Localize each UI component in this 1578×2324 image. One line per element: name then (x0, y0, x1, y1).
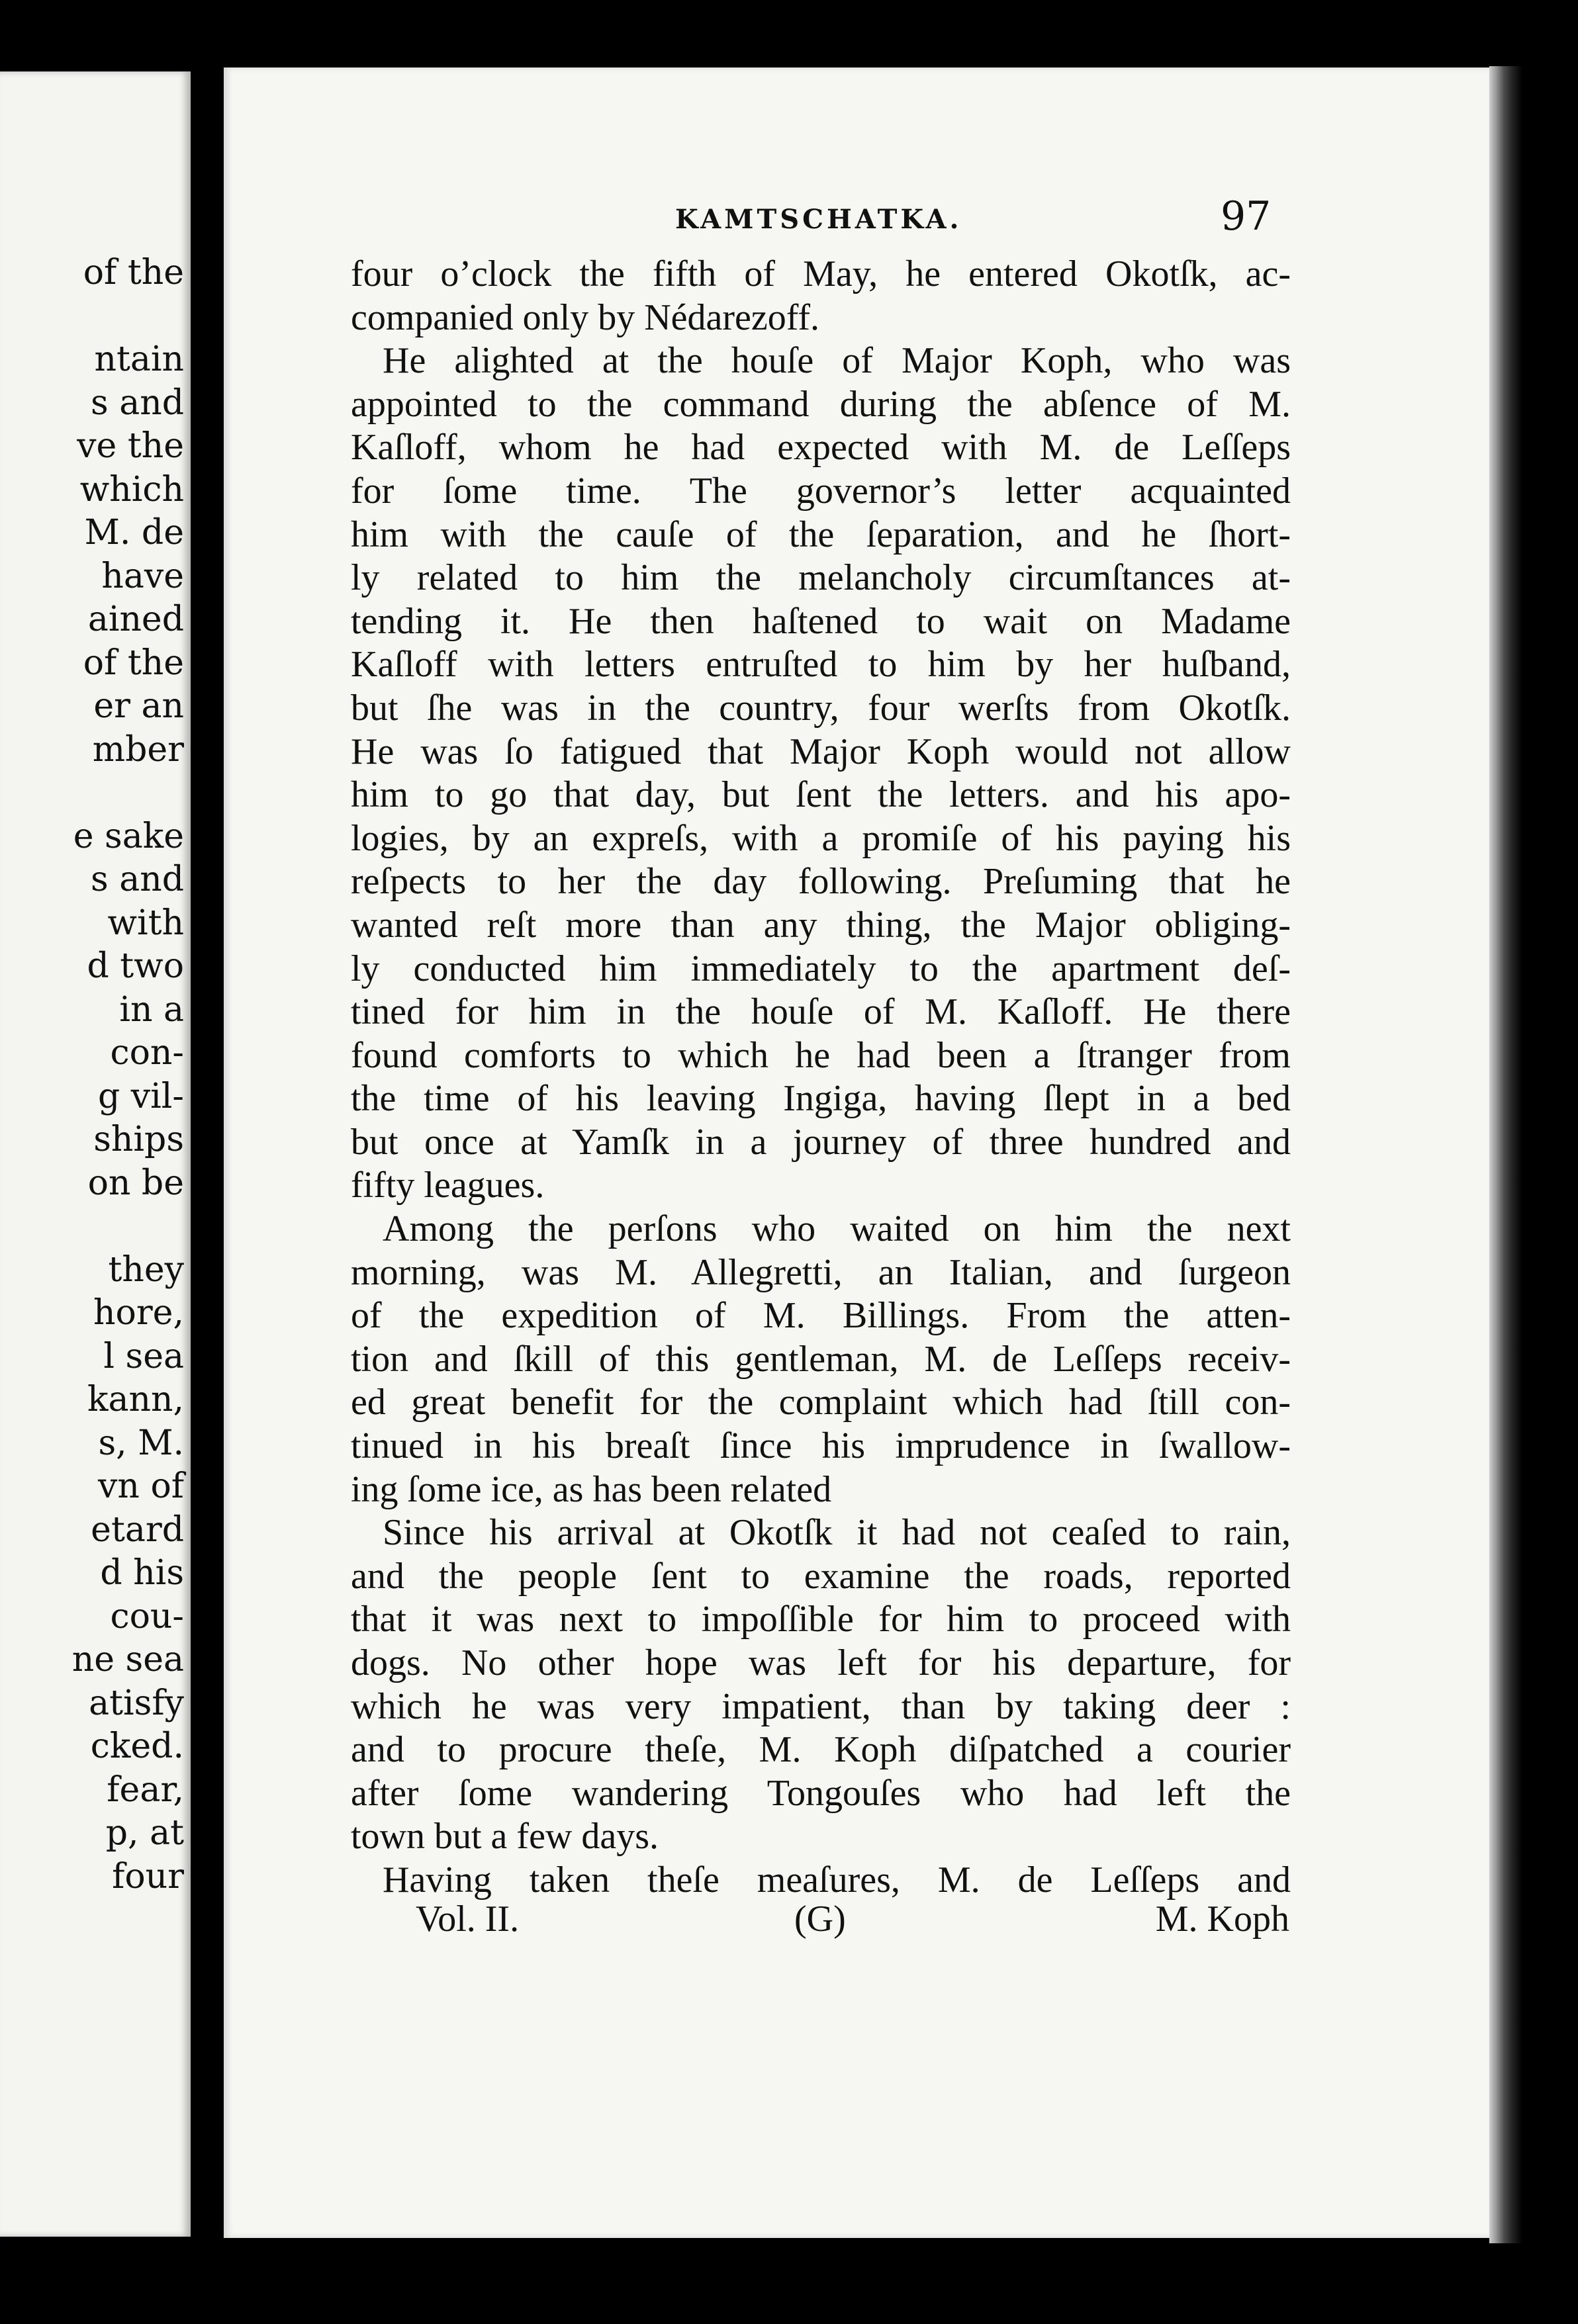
left-page-line: mber (92, 729, 184, 770)
running-head: KAMTSCHATKA. (675, 204, 962, 235)
left-page-line (0, 1205, 188, 1249)
page-edge-shadow (1489, 66, 1522, 2243)
left-page-line: con- (110, 1033, 184, 1073)
left-page-line: ships (93, 1120, 184, 1159)
left-page-line: atisfy (89, 1683, 184, 1723)
text-line: tinued in his breaſt ſince his imprudence in ſwallow- (351, 1425, 1291, 1467)
left-page-line: p, at (105, 1813, 184, 1853)
left-page-line: with (107, 903, 184, 943)
left-page-line: cou- (110, 1596, 184, 1636)
text-line: him with the cauſe of the ſeparation, and he ſhort- (351, 514, 1291, 555)
text-line: He alighted at the houſe of Major Koph, who was (383, 340, 1291, 382)
left-page-line: have (101, 556, 184, 596)
left-page-line: ne sea (71, 1640, 184, 1679)
text-line: ly related to him the melancholy circumſtances at- (351, 557, 1291, 599)
left-page-line: which (79, 469, 184, 510)
text-line: tending it. He then haſtened to wait on Madame (351, 600, 1291, 642)
text-line: him to go that day, but ſent the letters. and his apo- (351, 774, 1291, 816)
text-line: fifty leagues. (351, 1165, 545, 1206)
left-page-line: er an (93, 686, 184, 726)
left-page-line: in a (119, 989, 184, 1030)
left-page-line: vn of (98, 1466, 184, 1506)
text-line: ed great benefit for the complaint which had ſtill con- (351, 1382, 1291, 1423)
text-line: which he was very impatient, than by taking deer : (351, 1685, 1291, 1727)
text-line: reſpects to her the day following. Preſuming that he (351, 861, 1291, 903)
text-line: Kaſloff with letters entruſted to him by her huſband, (351, 644, 1291, 686)
text-line: wanted reſt more than any thing, the Major obliging- (351, 904, 1291, 946)
text-line: found comforts to which he had been a ſtranger from (351, 1034, 1291, 1076)
left-page-line: s and (91, 382, 184, 423)
signature-mark: (G) (794, 1899, 846, 1940)
left-page-line: d two (87, 946, 184, 986)
text-line: tion and ſkill of this gentleman, M. de Leſſeps receiv- (351, 1338, 1291, 1380)
text-line: morning, was M. Allegretti, an Italian, and ſurgeon (351, 1251, 1291, 1293)
text-line: that it was next to impoſſible for him to proceed with (351, 1599, 1291, 1640)
body-text (351, 253, 1291, 1902)
left-page-line: of the (83, 643, 184, 683)
left-page-line: cked. (90, 1726, 184, 1766)
left-page-line (0, 295, 188, 339)
text-line: but ſhe was in the country, four werſts from Okotſk. (351, 687, 1291, 729)
text-line: Since his arrival at Okotſk it had not ceaſed to rain, (383, 1512, 1291, 1554)
left-page-line: e sake (73, 816, 184, 856)
left-facing-page (0, 71, 191, 2237)
page-number: 97 (1221, 193, 1272, 240)
left-page-text-fragments (0, 251, 188, 1899)
page-footer (416, 1898, 1289, 1944)
text-line: ly conducted him immediately to the apartment deſ- (351, 948, 1291, 989)
text-line: companied only by Nédarezoff. (351, 296, 820, 338)
text-line: for ſome time. The governor’s letter acquainted (351, 470, 1291, 512)
left-page-line: they (108, 1249, 184, 1290)
text-line: of the expedition of M. Billings. From the atten- (351, 1295, 1291, 1337)
left-page-line: etard (91, 1509, 184, 1550)
left-page-line: s and (91, 860, 184, 899)
left-page-line: on be (87, 1163, 184, 1203)
text-line: Among the perſons who waited on him the next (383, 1208, 1291, 1250)
text-line: ing ſome ice, as has been related (351, 1468, 832, 1510)
left-page-line: four (112, 1856, 184, 1897)
left-page-line: ained (87, 600, 184, 639)
left-page-line: l sea (103, 1336, 184, 1376)
left-page-line: hore, (93, 1293, 184, 1333)
volume-label: Vol. II. (416, 1899, 520, 1940)
text-line: and to procure theſe, M. Koph diſpatched a courier (351, 1729, 1291, 1771)
text-line: appointed to the command during the abſence of M. (351, 383, 1291, 425)
left-page-line (0, 772, 188, 815)
text-line: but once at Yamſk in a journey of three hundred and (351, 1121, 1291, 1163)
left-page-line: g vil- (97, 1076, 184, 1116)
text-line: and the people ſent to examine the roads, reported (351, 1555, 1291, 1597)
text-line: four o’clock the fifth of May, he entered Okotſk, ac- (351, 253, 1291, 294)
text-line: tined for him in the houſe of M. Kaſloff. He there (351, 991, 1291, 1033)
text-line: He was ſo fatigued that Major Koph would not allow (351, 731, 1291, 772)
text-line: dogs. No other hope was left for his departure, for (351, 1642, 1291, 1683)
text-line: logies, by an expreſs, with a promiſe of his paying his (351, 817, 1291, 859)
text-line: town but a few days. (351, 1816, 659, 1857)
left-page-line: s, M. (98, 1423, 184, 1463)
text-line: Kaſloff, whom he had expected with M. de Leſſeps (351, 427, 1291, 469)
left-page-line: M. de (84, 513, 184, 553)
text-line: the time of his leaving Ingiga, having ſlept in a bed (351, 1078, 1291, 1120)
left-page-line: of the (83, 253, 184, 292)
left-page-line: ve the (77, 426, 184, 466)
text-line: after ſome wandering Tongouſes who had left the (351, 1772, 1291, 1814)
text-line: Having taken theſe meaſures, M. de Leſſeps and (383, 1859, 1291, 1900)
left-page-line: ntain (94, 339, 184, 379)
left-page-line: kann, (87, 1380, 184, 1419)
left-page-line: fear, (107, 1769, 184, 1810)
catchword: M. Koph (1155, 1899, 1289, 1940)
left-page-line: d his (100, 1553, 184, 1593)
